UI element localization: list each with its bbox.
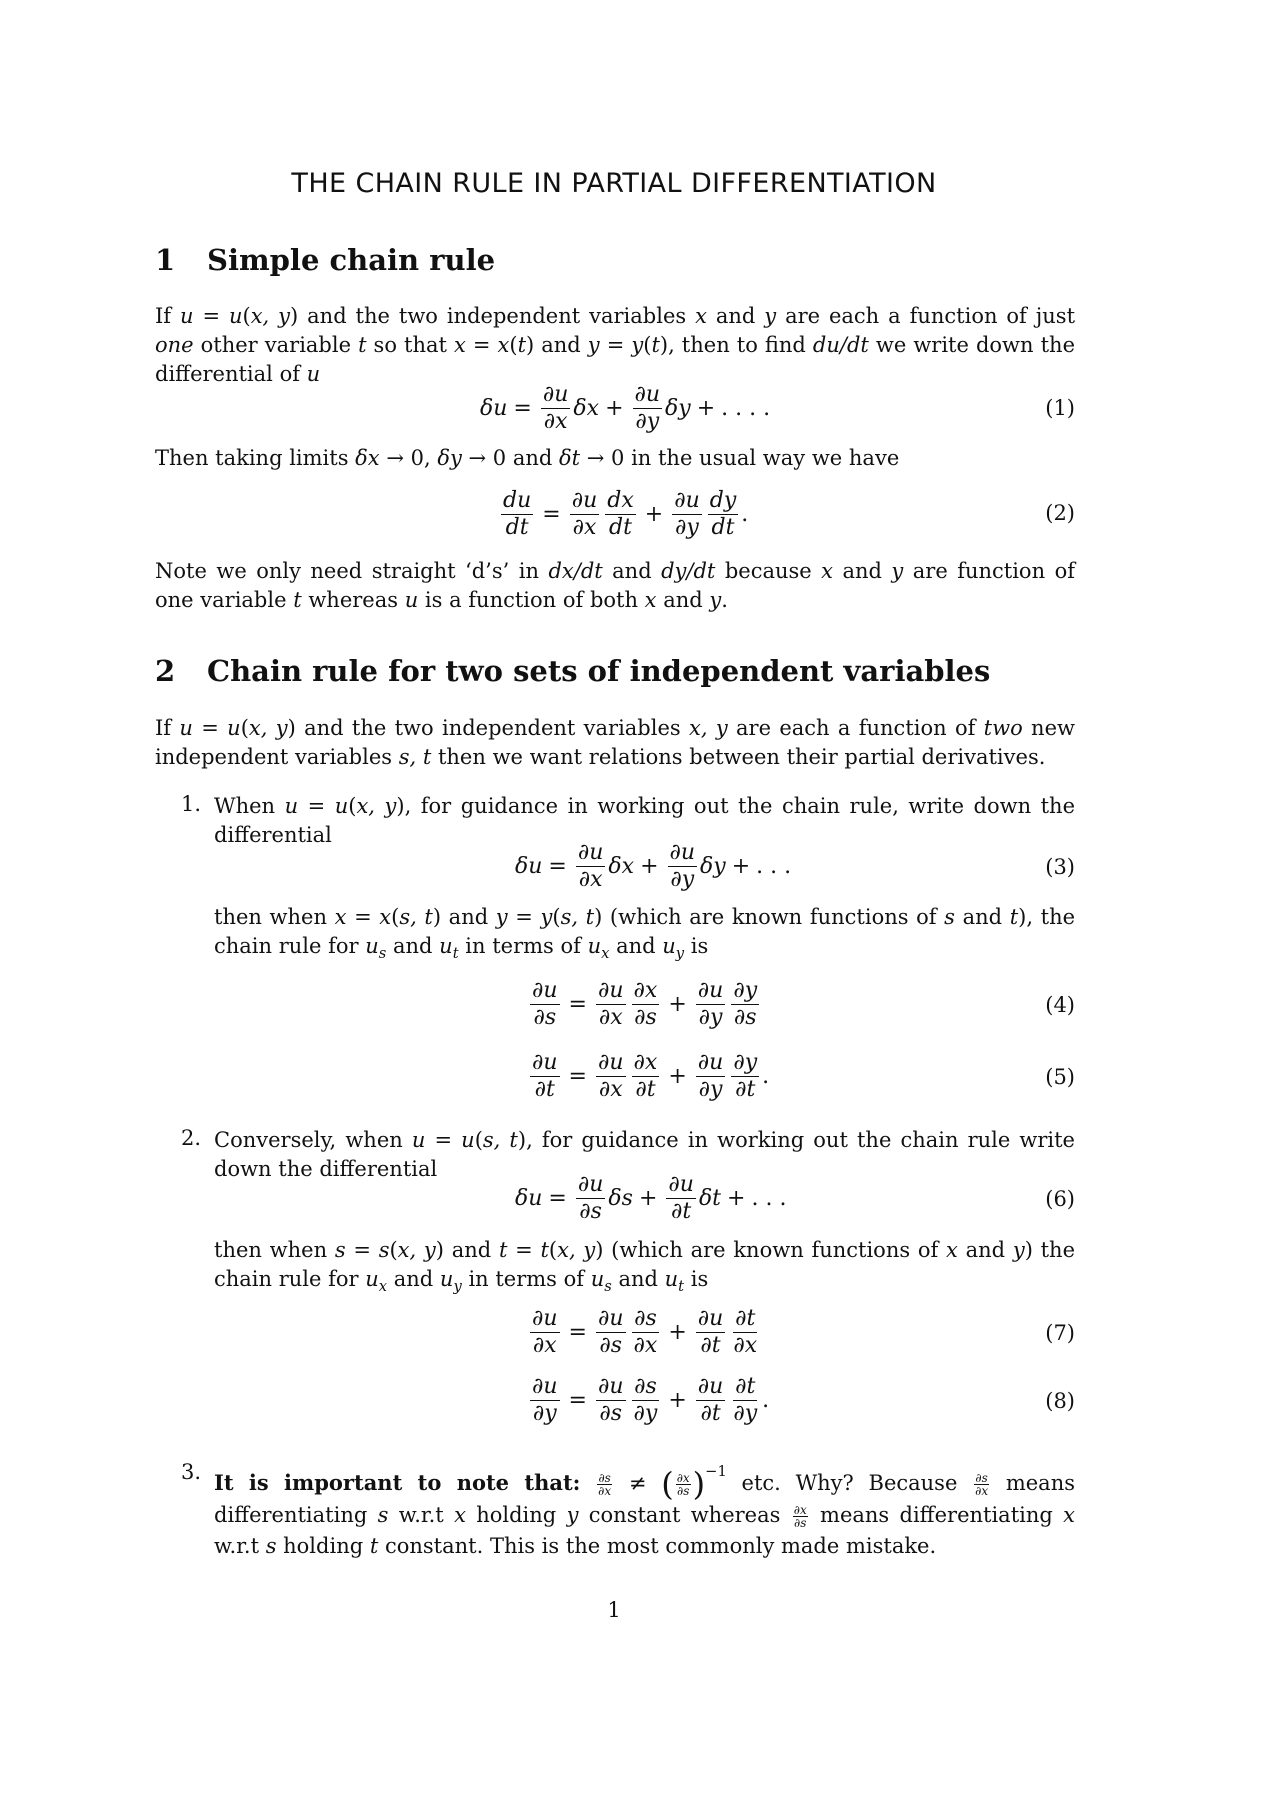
list-item-text: Conversely, when u = u(s, t), for guidance in working out the chain rule write down the differential: [214, 1128, 1075, 1181]
equation-number: (1): [1045, 396, 1075, 420]
list-item-text: then when x = x(s, t) and y = y(s, t) (which are known functions of s and t), the chain rule for $u_s$ and $u_t$ in terms of $u_x$ and $u_y$ is: [214, 905, 1076, 963]
equation-8: $\frac{\partial u}{\partial y}$ = $\frac{\partial u}{\partial s}$ $\frac{\partial s}{\partial y}$ + $\frac{\partial u}{\partial t}$ $\frac{\partial t}{\partial y}$ .: [532, 1374, 770, 1426]
section-number: 2: [155, 654, 176, 688]
equation-number: (8): [1045, 1389, 1075, 1413]
equation-number: (6): [1045, 1187, 1075, 1211]
list-item-text: It is important to note that: $\frac{\partial s}{\partial x}$ ≠ ( $\frac{\partial x}{\partial s}$ )$^{-1}$ etc. Why? Because $\frac{\partial s}{\partial x}$ means differentiating s w.r.t x holding y constant whereas $\frac{\partial x}{\partial s}$ means differentiating x w.r.t s holding t constant. This is the most commonly made mistake.: [214, 1463, 1075, 1558]
equation-5: $\frac{\partial u}{\partial t}$ = $\frac{\partial u}{\partial x}$ $\frac{\partial x}{\partial t}$ + $\frac{\partial u}{\partial y}$ $\frac{\partial y}{\partial t}$ .: [532, 1050, 770, 1102]
equation-2: $\frac{du}{dt}$ = $\frac{\partial u}{\partial x}$ $\frac{dx}{dt}$ + $\frac{\partial u}{\partial y}$ $\frac{dy}{dt}$ .: [503, 488, 749, 540]
section-title: Simple chain rule: [207, 243, 496, 277]
equation-4: $\frac{\partial u}{\partial s}$ = $\frac{\partial u}{\partial x}$ $\frac{\partial x}{\partial s}$ + $\frac{\partial u}{\partial y}$ $\frac{\partial y}{\partial s}$: [532, 978, 758, 1030]
list-number: 2.: [181, 1126, 202, 1150]
equation-number: (2): [1045, 501, 1075, 525]
equation-number: (3): [1045, 855, 1075, 879]
paragraph: If u = u(x, y) and the two independent variables x and y are each a function of just one other variable t so that x = x(t) and y = y(t), then to find du/dt we write down the differential of u: [155, 304, 1076, 386]
equation-number: (7): [1045, 1321, 1075, 1345]
page-title: THE CHAIN RULE IN PARTIAL DIFFERENTIATION: [291, 168, 937, 199]
paragraph: Then taking limits δx → 0, δy → 0 and δt → 0 in the usual way we have: [155, 446, 900, 470]
equation-7: $\frac{\partial u}{\partial x}$ = $\frac{\partial u}{\partial s}$ $\frac{\partial s}{\partial x}$ + $\frac{\partial u}{\partial t}$ $\frac{\partial t}{\partial x}$: [532, 1306, 758, 1358]
equation-6: δu = $\frac{\partial u}{\partial s}$ δs + $\frac{\partial u}{\partial t}$ δt + . . .: [515, 1172, 787, 1224]
equation-3: δu = $\frac{\partial u}{\partial x}$ δx + $\frac{\partial u}{\partial y}$ δy + . . .: [515, 840, 792, 892]
section-title: Chain rule for two sets of independent variables: [207, 654, 991, 688]
page-number: 1: [607, 1598, 621, 1622]
section-heading: [155, 243, 495, 277]
section-heading: [155, 654, 990, 688]
equation-1: δu = $\frac{\partial u}{\partial x}$ δx + $\frac{\partial u}{\partial y}$ δy + . . . .: [480, 382, 771, 434]
list-number: 3.: [181, 1460, 202, 1484]
paragraph: If u = u(x, y) and the two independent variables x, y are each a function of two new independent variables s, t then we want relations between their partial derivatives.: [155, 716, 1075, 769]
list-number: 1.: [181, 792, 202, 816]
equation-number: (5): [1045, 1065, 1075, 1089]
section-number: 1: [155, 243, 176, 277]
paragraph: Note we only need straight ‘d’s’ in dx/dt and dy/dt because x and y are function of one variable t whereas u is a function of both x and y.: [155, 559, 1075, 612]
list-item-text: then when s = s(x, y) and t = t(x, y) (which are known functions of x and y) the chain rule for $u_x$ and $u_y$ in terms of $u_s$ and $u_t$ is: [214, 1238, 1076, 1296]
equation-number: (4): [1045, 993, 1075, 1017]
list-item-text: When u = u(x, y), for guidance in working out the chain rule, write down the differential: [214, 794, 1075, 847]
